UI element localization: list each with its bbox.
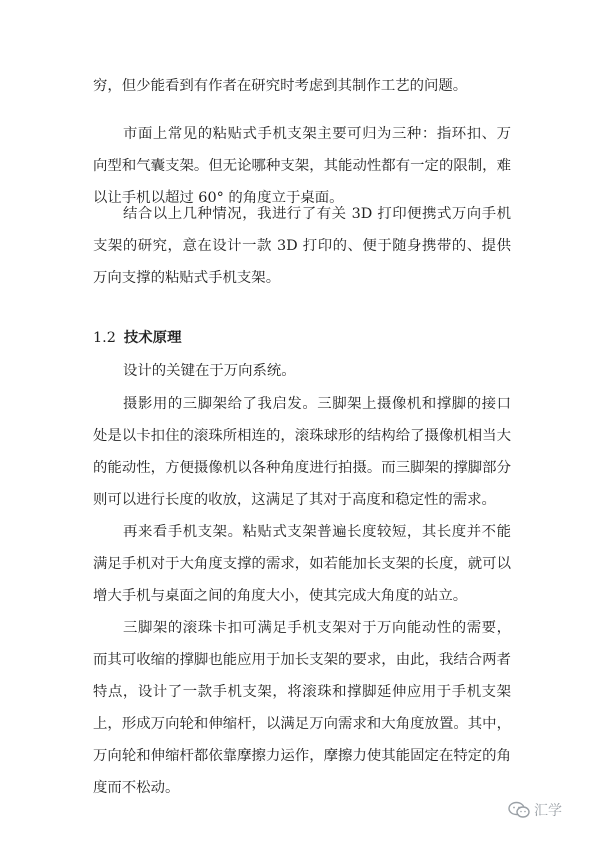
watermark (508, 800, 562, 820)
paragraph-tripod-inspiration: 摄影用的三脚架给了我启发。三脚架上摄像机和撑脚的接口处是以卡扣住的滚珠所相连的，滚珠球形的结构给了摄像机相当大的能动性，方便摄像机以各种角度进行拍摄。而三脚架的撑脚部分则可以进行长度的收放，这满足了其对于高度和稳定性的需求。 (93, 396, 511, 508)
paragraph-design-summary: 三脚架的滚珠卡扣可满足手机支架对于万向能动性的需要，而其可收缩的撑脚也能应用于加长支架的要求，由此，我结合两者特点，设计了一款手机支架，将滚珠和撑脚延伸应用于手机支架上，形成万向轮和伸缩杆，以满足万向需求和大角度放置。其中，万向轮和伸缩杆都依靠摩擦力运作，摩擦力使其能固定在特定的角度而不松动。 (93, 620, 511, 796)
wechat-icon (508, 801, 530, 819)
watermark-text: 汇学 (534, 803, 562, 819)
paragraph-phone-bracket: 再来看手机支架。粘贴式支架普遍长度较短，其长度并不能满足手机对于大角度支撑的需求，如若能加长支架的长度，就可以增大手机与桌面之间的角度大小，使其完成大角度的站立。 (93, 524, 511, 604)
paragraph-research-intent: 结合以上几种情况，我进行了有关 3D 打印便携式万向手机支架的研究，意在设计一款 3D 打印的、便于随身携带的、提供万向支撑的粘贴式手机支架。 (93, 206, 511, 286)
section-title: 技术原理 (123, 330, 182, 346)
paragraph-key-system: 设计的关键在于万向系统。 (123, 363, 296, 379)
section-number: 1.2 (93, 330, 116, 346)
paragraph-bracket-types: 市面上常见的粘贴式手机支架主要可归为三种：指环扣、万向型和气囊支架。但无论哪种支架，其能动性都有一定的限制，难以让手机以超过 60° 的角度立于桌面。 (93, 126, 511, 206)
section-heading (93, 322, 181, 354)
paragraph-continuation: 穷，但少能看到有作者在研究时考虑到其制作工艺的问题。 (93, 78, 468, 94)
